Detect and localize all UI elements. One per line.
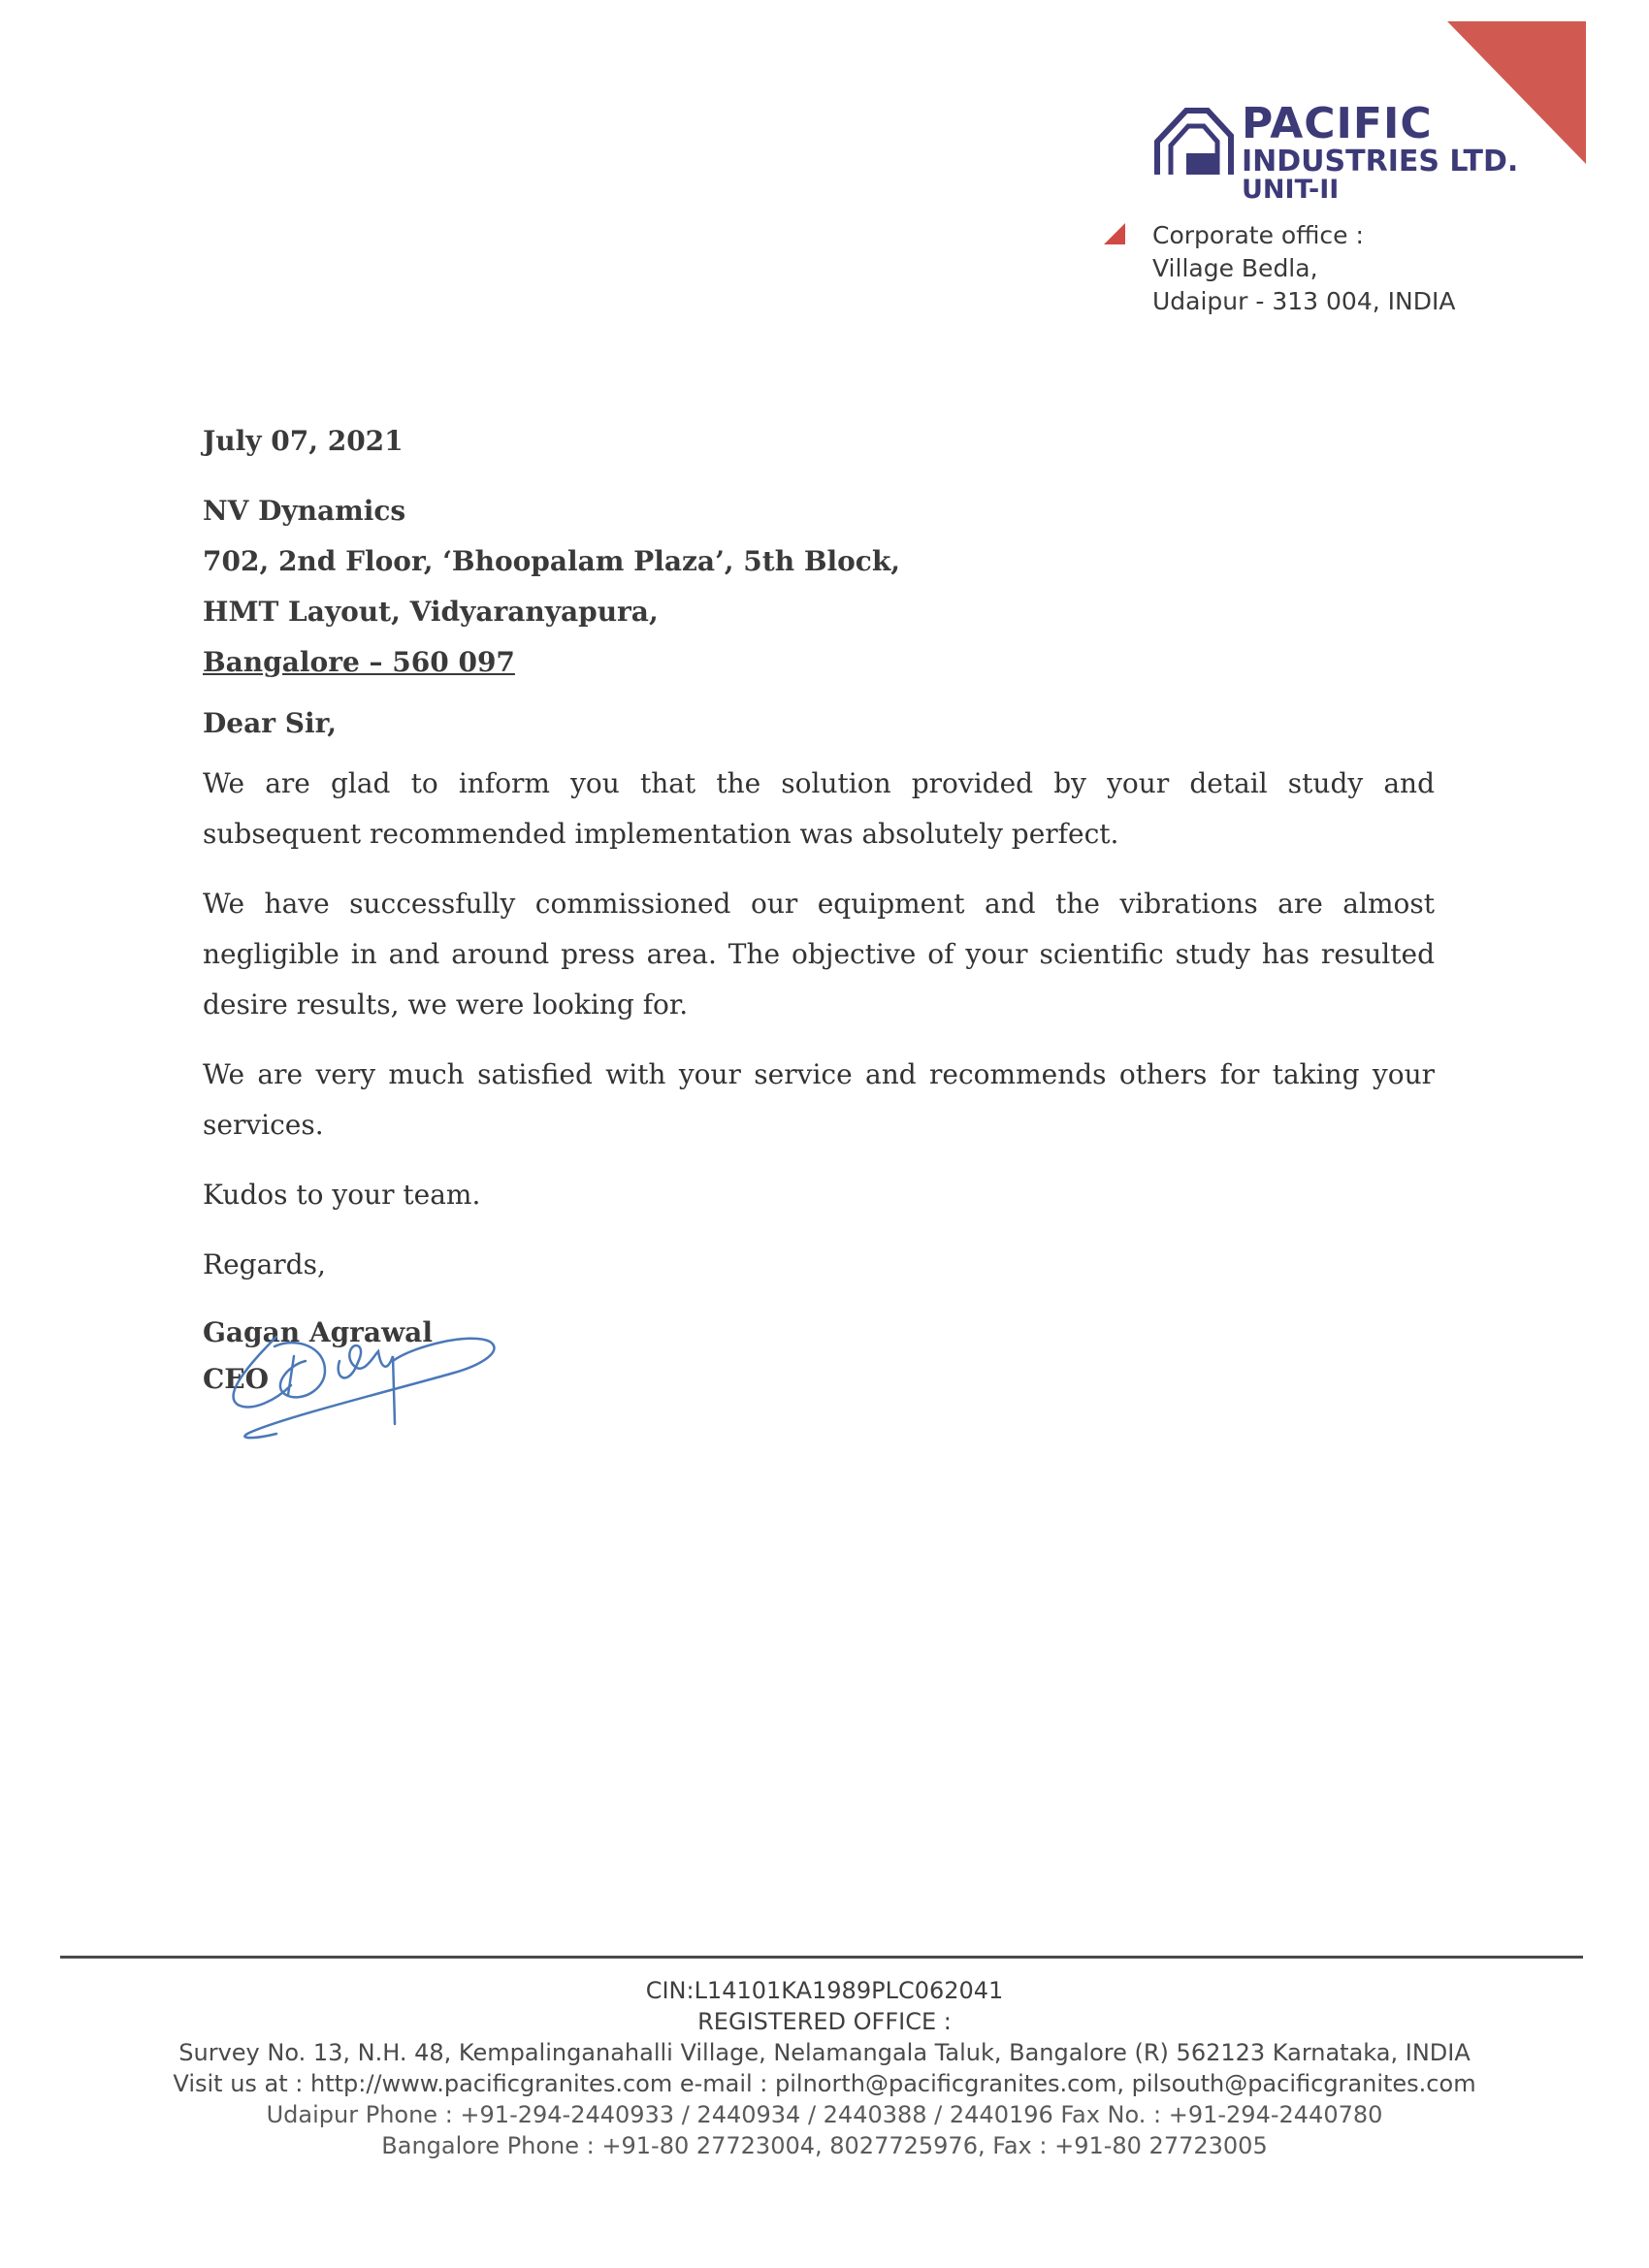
recipient-city: Bangalore – 560 097 [203,646,515,678]
footer [39,1975,1610,2161]
red-triangle-bullet-icon [1104,223,1125,244]
closing: Regards, [203,1248,326,1280]
letter-body [203,425,1435,1403]
corporate-office-line: Udaipur - 313 004, INDIA [1152,287,1456,315]
paragraph: We are very much satisfied with your service and recommends others for taking your services. [203,1058,1435,1141]
corporate-office-label: Corporate office : [1152,221,1364,249]
paragraph: We have successfully commissioned our equipment and the vibrations are almost negligible in and around press area. The objective of your scientific study has resulted desire results, we were looking for. [203,888,1435,1021]
company-name-line1: PACIFIC [1242,99,1433,148]
recipient-name: NV Dynamics [203,495,406,527]
company-name [1242,99,1519,205]
signer-title: CEO [203,1363,270,1395]
paragraph: We are glad to inform you that the solution provided by your detail study and subsequent recommended implementation was absolutely perfect. [203,767,1435,850]
udaipur-phone: Udaipur Phone : +91-294-2440933 / 2440934 / 2440388 / 2440196 Fax No. : +91-294-2440780 [266,2101,1383,2128]
cin-number: CIN:L14101KA1989PLC062041 [645,1977,1004,2004]
recipient-line: HMT Layout, Vidyaranyapura, [203,596,659,628]
corporate-office-address [1152,219,1455,318]
corporate-office-line: Village Bedla, [1152,254,1318,282]
registered-office-label: REGISTERED OFFICE : [697,2008,952,2035]
recipient-line: 702, 2nd Floor, ‘Bhoopalam Plaza’, 5th Block, [203,545,901,577]
footer-divider [60,1956,1583,1959]
visit-us-line: Visit us at : http://www.pacificgranites.com e-mail : pilnorth@pacificgranites.com, pilsouth@pacificgranites.com [173,2070,1476,2097]
recipient-address [203,486,1435,688]
bangalore-phone: Bangalore Phone : +91-80 27723004, 8027725976, Fax : +91-80 27723005 [381,2132,1268,2159]
company-unit: UNIT-II [1242,175,1340,205]
letter-date: July 07, 2021 [203,425,404,457]
handwritten-signature [218,1327,509,1453]
salutation: Dear Sir, [203,707,338,739]
pacific-house-logo-icon [1151,105,1237,180]
registered-office-address: Survey No. 13, N.H. 48, Kempalinganahalli Village, Nelamangala Taluk, Bangalore (R) 562123 Karnataka, INDIA [178,2039,1471,2066]
signer-name: Gagan Agrawal [203,1316,433,1348]
paragraph: Kudos to your team. [203,1179,481,1211]
company-name-line2: INDUSTRIES LTD. [1242,145,1519,178]
